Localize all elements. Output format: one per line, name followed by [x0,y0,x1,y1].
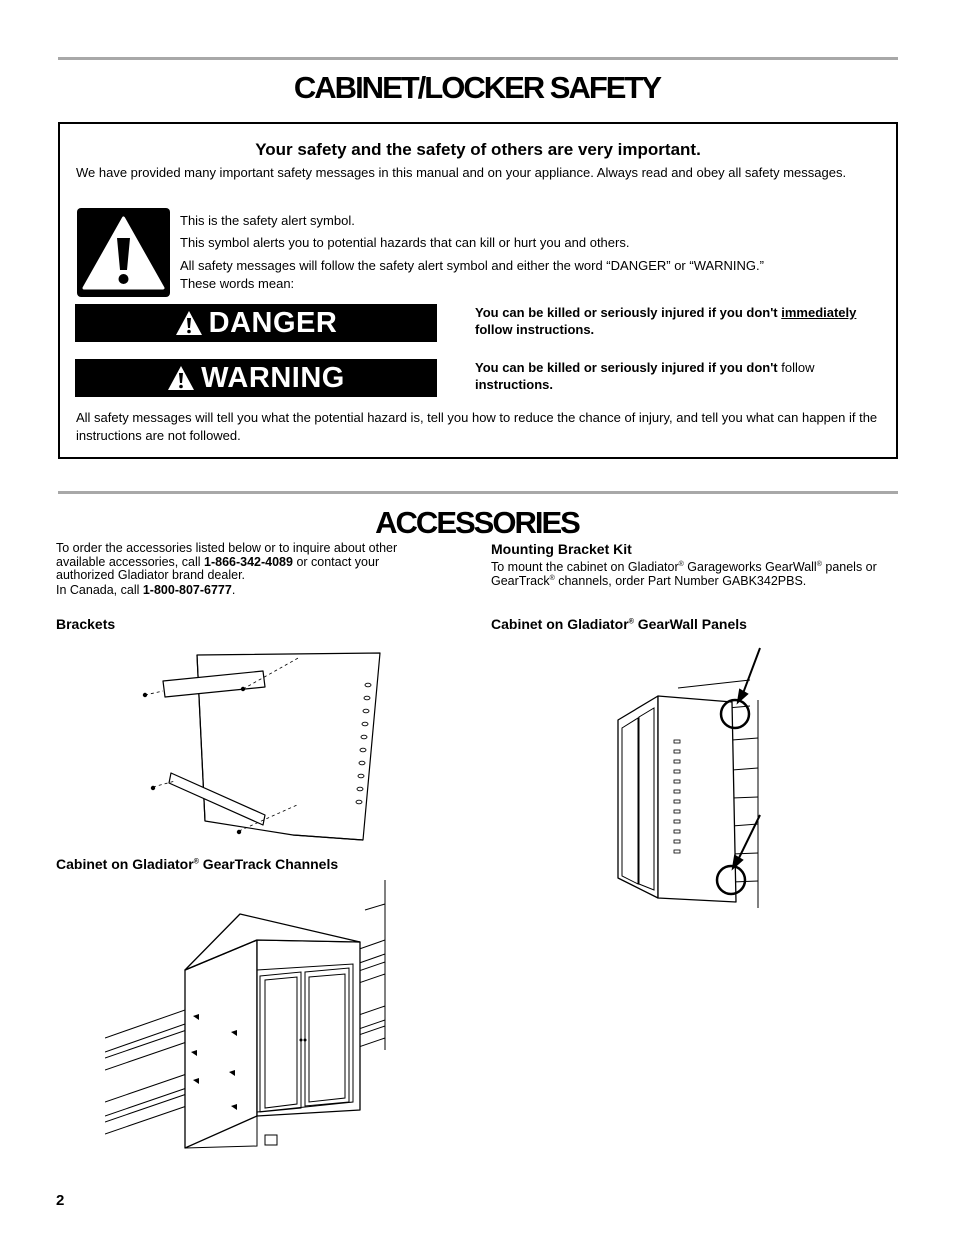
order-phone: 1-866-342-4089 [204,554,293,569]
warning-banner [75,359,437,397]
order-paragraph: To order the accessories listed below or to inquire about other available accessories, call 1-866-342-4089 or contact your authorized Gladiator brand dealer. [56,541,398,582]
safety-title: CABINET/LOCKER SAFETY [293,70,661,105]
safety-heading: Your safety and the safety of others are very important. [255,140,701,159]
safety-closing: All safety messages will tell you what the potential hazard is, tell you how to reduce the chance of injury, and tell you what can happen if the instructions are not followed. [76,410,878,443]
warning-alert-icon [167,365,195,391]
gearwall-illustration [610,640,770,915]
safety-box [58,122,898,459]
canada-phone: 1-800-807-6777 [142,583,232,597]
safety-alert-icon [77,208,170,297]
danger-banner [75,304,437,342]
page-number: 2 [56,1192,65,1209]
danger-emphasis: immediately [781,305,857,320]
top-divider [58,57,898,60]
middle-divider [58,491,898,494]
symbol-line-4: These words mean: [180,276,295,291]
geartrack-heading: Cabinet on Gladiator® GearTrack Channels [56,856,339,872]
warning-description: You can be killed or seriously injured if you don't follow instructions. [475,360,815,392]
symbol-line-3: All safety messages will follow the safety alert symbol and either the word “DANGER” or “WARNING.” [180,258,764,273]
canada-paragraph: In Canada, call 1-800-807-6777. [56,583,236,597]
gearwall-heading: Cabinet on Gladiator® GearWall Panels [491,616,747,632]
kit-heading: Mounting Bracket Kit [491,541,632,557]
accessories-title: ACCESSORIES [375,505,579,540]
brackets-illustration [135,645,390,845]
geartrack-illustration [105,880,390,1155]
danger-description: You can be killed or seriously injured if you don't immediately follow instructions. [475,305,857,337]
safety-intro: We have provided many important safety messages in this manual and on your appliance. Always read and obey all safety messages. [76,165,847,180]
warning-label: WARNING [201,361,345,394]
symbol-line-1: This is the safety alert symbol. [180,213,355,228]
warning-emphasis: follow [781,360,815,375]
brackets-heading: Brackets [56,616,116,632]
kit-paragraph: To mount the cabinet on Gladiator® Garageworks GearWall® panels or GearTrack® channels, order Part Number GABK342PBS. [491,560,877,588]
danger-alert-icon [175,310,203,336]
danger-label: DANGER [208,306,338,339]
symbol-line-2: This symbol alerts you to potential hazards that can kill or hurt you and others. [180,235,630,250]
